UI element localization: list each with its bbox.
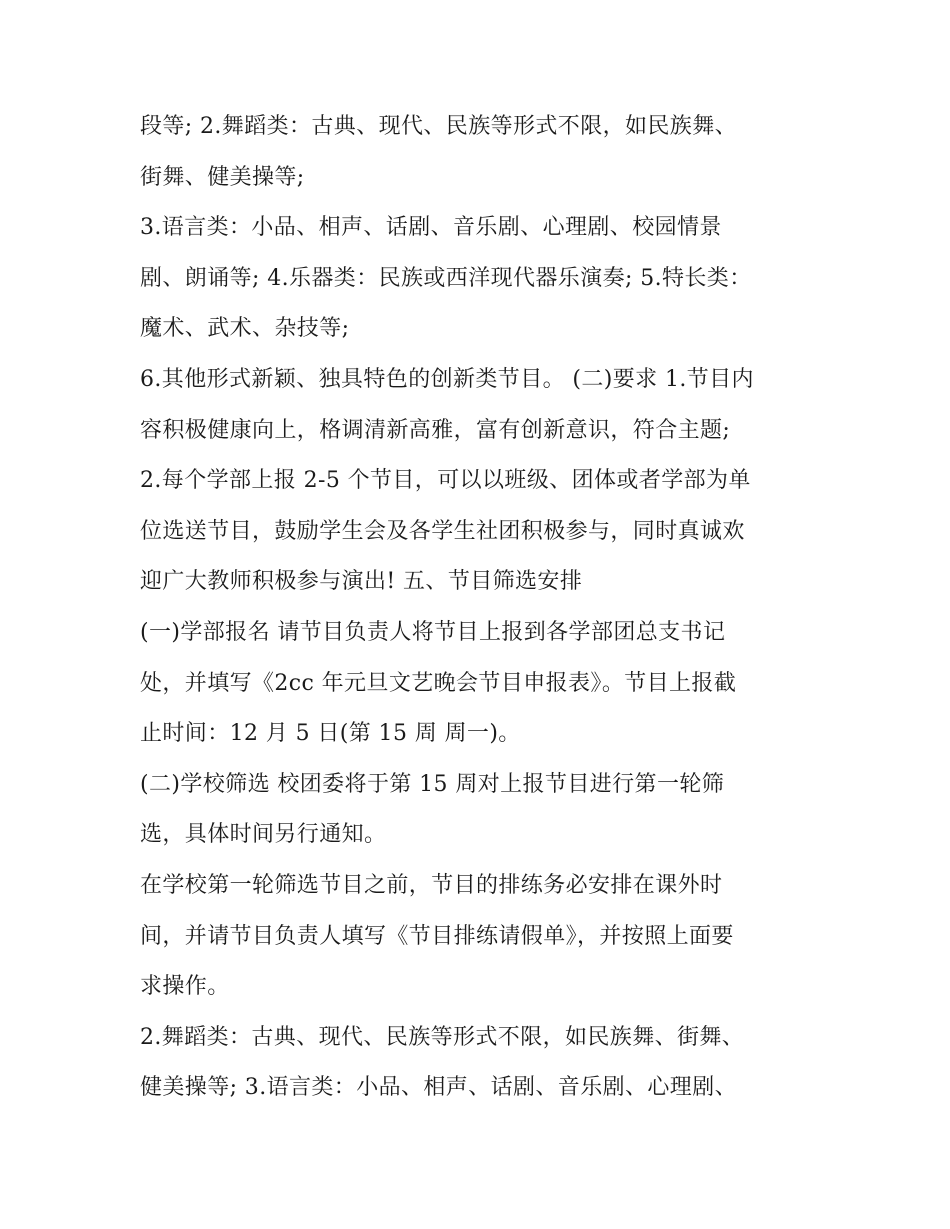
text-line: 处，并填写《2cc 年元旦文艺晚会节目申报表》。节目上报截 (140, 670, 737, 696)
text-line: 魔术、武术、杂技等; (140, 316, 350, 342)
text-line: 选，具体时间另行通知。 (140, 822, 387, 848)
text-line: 在学校第一轮筛选节目之前，节目的排练务必安排在课外时 (140, 872, 723, 898)
text-line: 容积极健康向上，格调清新高雅，富有创新意识，符合主题; (140, 417, 731, 443)
text-line: 迎广大教师积极参与演出! 五、节目筛选安排 (140, 569, 583, 595)
text-line: 段等; 2.舞蹈类：古典、现代、民族等形式不限，如民族舞、 (140, 114, 737, 139)
text-line: (一)学部报名 请节目负责人将节目上报到各学部团总支书记 (140, 619, 726, 645)
text-line: 位选送节目，鼓励学生会及各学生社团积极参与，同时真诚欢 (140, 518, 745, 544)
text-line: 3.语言类：小品、相声、话剧、音乐剧、心理剧、校园情景 (140, 215, 722, 241)
text-line: 间，并请节目负责人填写《节目排练请假单》，并按照上面要 (140, 923, 734, 949)
text-line: 6.其他形式新颖、独具特色的创新类节目。 (二)要求 1.节目内 (140, 366, 754, 392)
text-line: 2.每个学部上报 2-5 个节目，可以以班级、团体或者学部为单 (140, 468, 751, 494)
text-line: 止时间：12 月 5 日(第 15 周 周一)。 (140, 721, 521, 747)
text-line: 剧、朗诵等; 4.乐器类：民族或西洋现代器乐演奏; 5.特长类： (140, 265, 752, 291)
text-line: 求操作。 (140, 974, 230, 1000)
text-line: 健美操等; 3.语言类：小品、相声、话剧、音乐剧、心理剧、 (140, 1075, 737, 1101)
document-body (140, 102, 840, 1114)
text-line: (二)学校筛选 校团委将于第 15 周对上报节目进行第一轮筛 (140, 771, 725, 797)
text-line: 街舞、健美操等; (140, 164, 305, 190)
text-line: 2.舞蹈类：古典、现代、民族等形式不限，如民族舞、街舞、 (140, 1024, 745, 1050)
